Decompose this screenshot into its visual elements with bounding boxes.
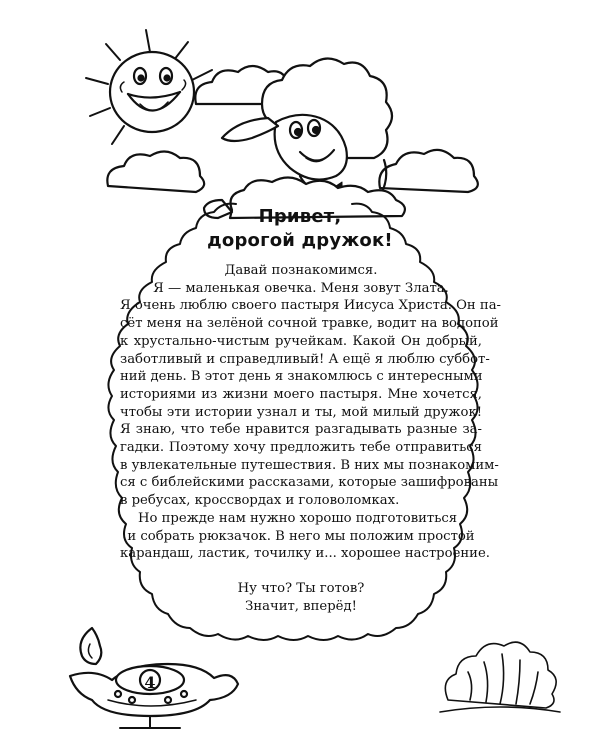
bush-icon xyxy=(440,642,560,712)
text-line: Я очень люблю своего пастыря Иисуса Христа. Он па- xyxy=(120,298,502,314)
text-line: к хрустально-чистым ручейкам. Какой Он добрый, xyxy=(120,333,482,349)
text-line: гадки. Поэтому хочу предложить тебе отправиться xyxy=(120,440,482,456)
sun-icon xyxy=(86,30,214,144)
greeting-heading-line-2: дорогой дружок! xyxy=(207,230,393,251)
text-line: в увлекательные путешествия. В них мы познакомим- xyxy=(120,457,499,473)
text-line: ся с библейскими рассказами, которые зашифрованы xyxy=(120,475,499,491)
text-line: чтобы эти истории узнал и ты, мой милый дружок! xyxy=(120,404,482,420)
greeting-heading-line-1: Привет, xyxy=(258,206,342,227)
text-line: Я — маленькая овечка. Меня зовут Злата. xyxy=(153,280,449,296)
text-line: и собрать рюкзачок. В него мы положим простой xyxy=(127,528,475,544)
text-line: Но прежде нам нужно хорошо подготовиться xyxy=(138,510,458,526)
text-line: заботливый и справедливый! А ещё я люблю суббот- xyxy=(120,351,490,367)
text-line: Ну что? Ты готов? xyxy=(237,580,365,596)
text-line: Давай познакомимся. xyxy=(224,263,378,278)
text-line: сёт меня на зелёной сочной травке, водит на водопой xyxy=(120,316,499,332)
page-number: 4 xyxy=(144,673,156,692)
text-line: карандаш, ластик, точилку и... хорошее настроение. xyxy=(120,546,490,562)
text-line: в ребусах, кроссвордах и головоломках. xyxy=(120,493,400,509)
story-text xyxy=(120,262,502,615)
text-line: Значит, вперёд! xyxy=(245,598,357,614)
text-line: ний день. В этот день я знакомлюсь с интересными xyxy=(120,369,483,385)
text-line: Я знаю, что тебе нравится разгадывать разные за- xyxy=(120,422,482,438)
text-line: историями из жизни моего пастыря. Мне хочется, xyxy=(120,386,482,402)
paragraph-gap xyxy=(120,563,482,580)
